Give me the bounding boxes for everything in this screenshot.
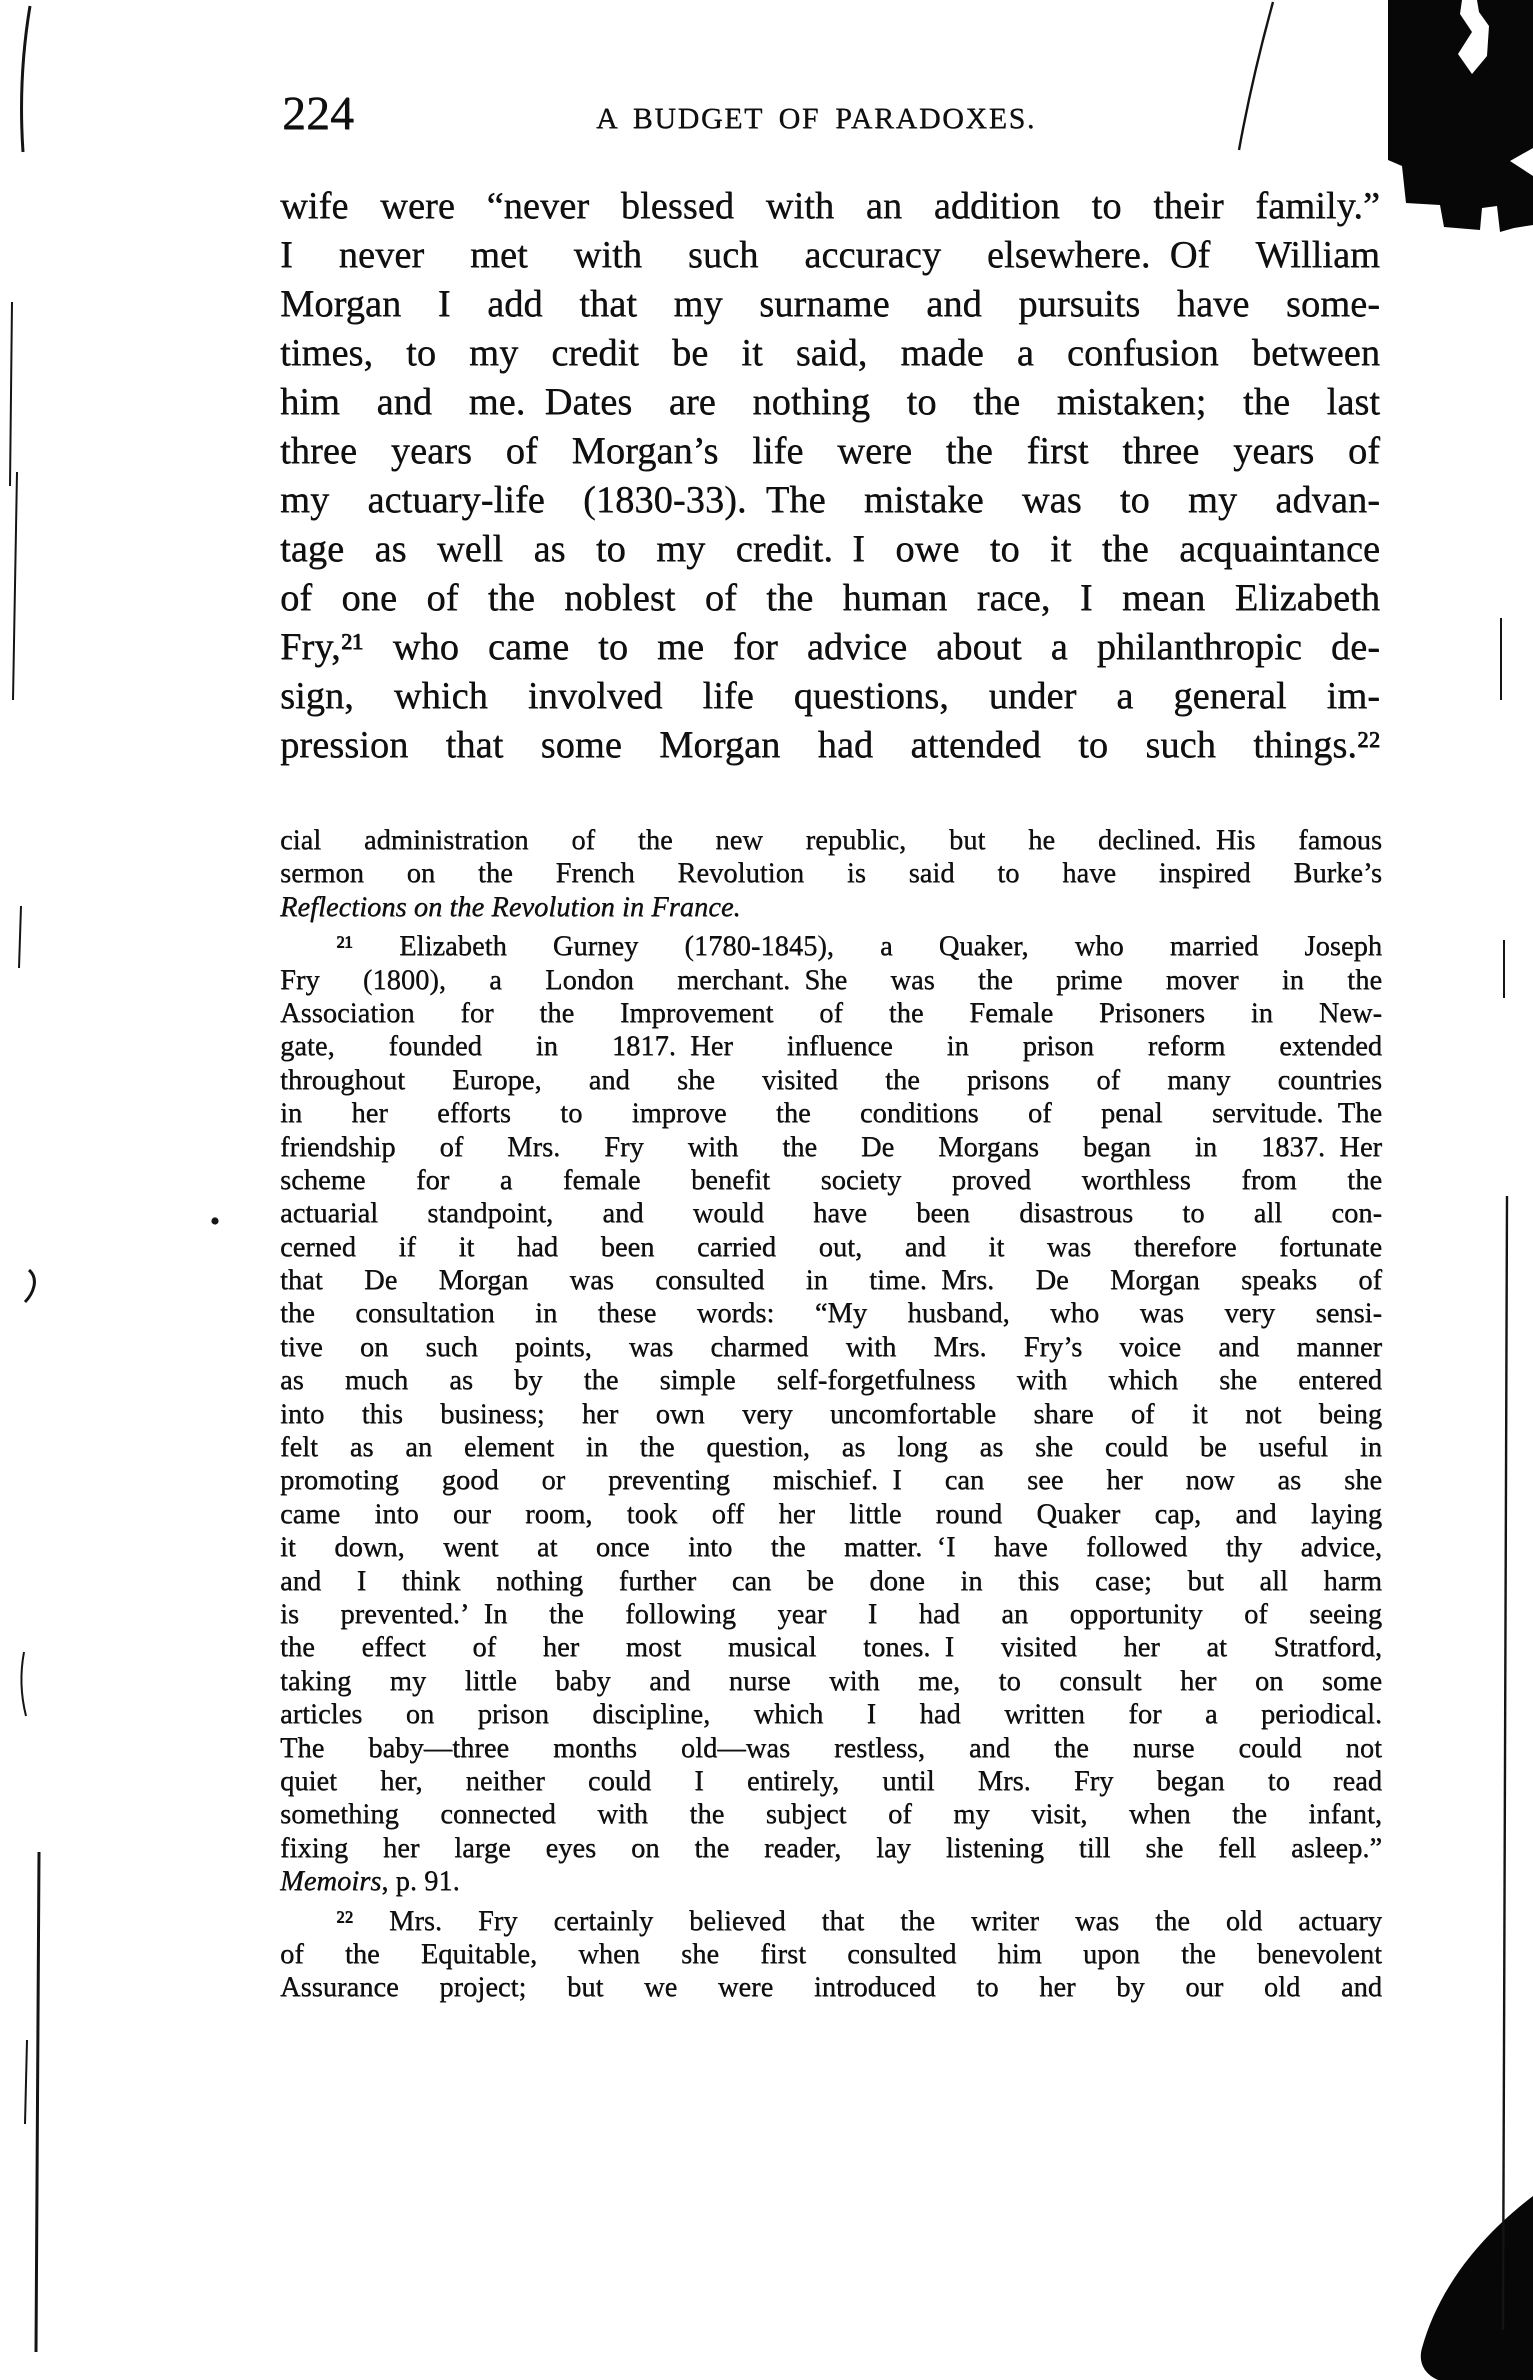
text-segment: scheme for a female benefit society proved worthless from the <box>280 1164 1382 1196</box>
right-margin-marks <box>1501 618 1507 2330</box>
text-segment: in her efforts to improve the conditions of penal servitude. The <box>280 1098 1382 1130</box>
text-segment: quiet her, neither could I entirely, until Mrs. Fry began to read <box>280 1765 1382 1797</box>
text-segment: of the Equitable, when she first consulted him upon the benevolent <box>280 1938 1382 1970</box>
text-line <box>280 1131 1382 1164</box>
text-line <box>280 1531 1382 1564</box>
text-line <box>280 1431 1382 1464</box>
text-line <box>280 1464 1382 1497</box>
corner-swoosh-artifact <box>1421 2196 1533 2380</box>
text-line <box>280 1231 1382 1264</box>
text-line <box>280 1971 1382 2004</box>
text-segment: Assurance project; but we were introduced to her by our old and <box>280 1972 1382 2004</box>
text-line <box>280 1398 1382 1431</box>
text-line <box>280 930 1382 963</box>
text-line <box>280 1297 1382 1330</box>
text-segment: is prevented.’ In the following year I had an opportunity of seeing <box>280 1598 1382 1630</box>
text-segment: three years of Morgan’s life were the first three years of <box>280 430 1380 472</box>
text-segment: taking my little baby and nurse with me, to consult her on some <box>280 1665 1382 1697</box>
paragraph <box>280 1905 1382 2005</box>
text-line <box>280 1598 1382 1631</box>
text-line <box>280 1264 1382 1297</box>
paragraph <box>280 824 1382 924</box>
text-line <box>280 964 1382 997</box>
text-line <box>280 1765 1382 1798</box>
text-segment: of one of the noblest of the human race, I mean Elizabeth <box>280 577 1380 619</box>
running-title: A BUDGET OF PARADOXES. <box>596 102 1036 135</box>
text-line <box>280 1498 1382 1531</box>
italic-text: Memoirs <box>280 1866 382 1898</box>
text-segment: sign, which involved life questions, under a general im- <box>280 675 1380 717</box>
page-number: 224 <box>282 87 354 140</box>
text-segment: my actuary-life (1830-33). The mistake was to my advan- <box>280 479 1380 521</box>
text-line <box>280 1197 1382 1230</box>
text-segment: gate, founded in 1817. Her influence in prison reform extended <box>280 1031 1382 1063</box>
text-segment: into this business; her own very uncomfortable share of it not being <box>280 1398 1382 1430</box>
text-segment: friendship of Mrs. Fry with the De Morgans began in 1837. Her <box>280 1131 1382 1163</box>
text-segment: sermon on the French Revolution is said to have inspired Burke’s <box>280 858 1382 890</box>
text-line <box>280 824 1382 857</box>
ink-blot-artifact <box>1388 0 1533 232</box>
ink-blot-notch <box>1510 148 1533 176</box>
text-segment: that De Morgan was consulted in time. Mrs. De Morgan speaks of <box>280 1265 1382 1297</box>
text-segment: cerned if it had been carried out, and it was therefore fortunate <box>280 1231 1382 1263</box>
text-segment: him and me. Dates are nothing to the mistaken; the last <box>280 381 1380 423</box>
text-line <box>280 525 1380 574</box>
text-segment: ²¹ Elizabeth Gurney (1780-1845), a Quaker, who married Joseph <box>336 931 1382 963</box>
text-line <box>280 476 1380 525</box>
text-segment: the effect of her most musical tones. I visited her at Stratford, <box>280 1632 1382 1664</box>
text-line <box>280 1698 1382 1731</box>
main-text-block <box>280 182 1380 770</box>
text-segment: actuarial standpoint, and would have been disastrous to all con- <box>280 1198 1382 1230</box>
text-segment: pression that some Morgan had attended to such things.²² <box>280 724 1380 766</box>
text-segment: and I think nothing further can be done in this case; but all harm <box>280 1565 1382 1597</box>
text-line <box>280 721 1380 770</box>
text-line <box>280 1798 1382 1831</box>
text-line <box>280 1865 1382 1898</box>
text-line <box>280 182 1380 231</box>
text-segment: articles on prison discipline, which I had written for a periodical. <box>280 1699 1382 1731</box>
text-segment: as much as by the simple self-forgetfulness with which she entered <box>280 1365 1382 1397</box>
text-segment: Fry (1800), a London merchant. She was the prime mover in the <box>280 964 1382 996</box>
text-segment: The baby—three months old—was restless, and the nurse could not <box>280 1732 1382 1764</box>
text-segment: felt as an element in the question, as long as she could be useful in <box>280 1432 1382 1464</box>
text-segment: promoting good or preventing mischief. I can see her now as she <box>280 1465 1382 1497</box>
text-line <box>280 574 1380 623</box>
footnotes-block <box>280 824 1382 2011</box>
text-segment: tage as well as to my credit. I owe to it the acquaintance <box>280 528 1380 570</box>
text-line <box>280 329 1380 378</box>
text-line <box>280 1665 1382 1698</box>
text-segment: throughout Europe, and she visited the prisons of many countries <box>280 1064 1382 1096</box>
text-segment: , p. 91. <box>381 1866 460 1898</box>
text-segment: Fry,²¹ who came to me for advice about a philanthropic de- <box>280 626 1380 668</box>
text-line <box>280 1832 1382 1865</box>
text-line <box>280 1097 1382 1130</box>
text-line <box>280 623 1380 672</box>
text-segment: something connected with the subject of my visit, when the infant, <box>280 1799 1382 1831</box>
text-line <box>280 378 1380 427</box>
stray-dot-artifact <box>211 1217 218 1224</box>
text-line <box>280 1331 1382 1364</box>
text-line <box>280 231 1380 280</box>
text-segment: fixing her large eyes on the reader, lay listening till she fell asleep.” <box>280 1832 1382 1864</box>
text-segment: it down, went at once into the matter. ‘I have followed thy advice, <box>280 1532 1382 1564</box>
text-line <box>280 1732 1382 1765</box>
text-line <box>280 1164 1382 1197</box>
text-segment: times, to my credit be it said, made a confusion between <box>280 332 1380 374</box>
italic-text: Reflections on the Revolution in France. <box>280 891 741 923</box>
text-line <box>280 1631 1382 1664</box>
text-segment: Morgan I add that my surname and pursuits have some- <box>280 283 1380 325</box>
paragraph <box>280 182 1380 770</box>
text-line <box>280 1565 1382 1598</box>
text-segment: Association for the Improvement of the Female Prisoners in New- <box>280 997 1382 1029</box>
text-segment: tive on such points, was charmed with Mrs. Fry’s voice and manner <box>280 1331 1382 1363</box>
crease-line-artifact <box>1239 2 1273 150</box>
text-segment: cial administration of the new republic, but he declined. His famous <box>280 825 1382 856</box>
text-line <box>280 997 1382 1030</box>
text-line <box>280 280 1380 329</box>
text-line <box>280 1364 1382 1397</box>
text-segment: the consultation in these words: “My husband, who was very sensi- <box>280 1298 1382 1330</box>
text-line <box>280 1938 1382 1971</box>
text-segment: wife were “never blessed with an addition to their family.” <box>280 185 1380 227</box>
text-line <box>280 857 1382 890</box>
text-line <box>280 1905 1382 1938</box>
text-line <box>280 1030 1382 1063</box>
text-line <box>280 1064 1382 1097</box>
text-line <box>280 672 1380 721</box>
text-line <box>280 427 1380 476</box>
left-margin-marks <box>10 6 39 2352</box>
text-segment: ²² Mrs. Fry certainly believed that the writer was the old actuary <box>336 1905 1382 1937</box>
text-segment: came into our room, took off her little round Quaker cap, and laying <box>280 1498 1382 1530</box>
paragraph <box>280 930 1382 1898</box>
text-segment: I never met with such accuracy elsewhere. Of William <box>280 234 1380 276</box>
text-line <box>280 891 1382 924</box>
